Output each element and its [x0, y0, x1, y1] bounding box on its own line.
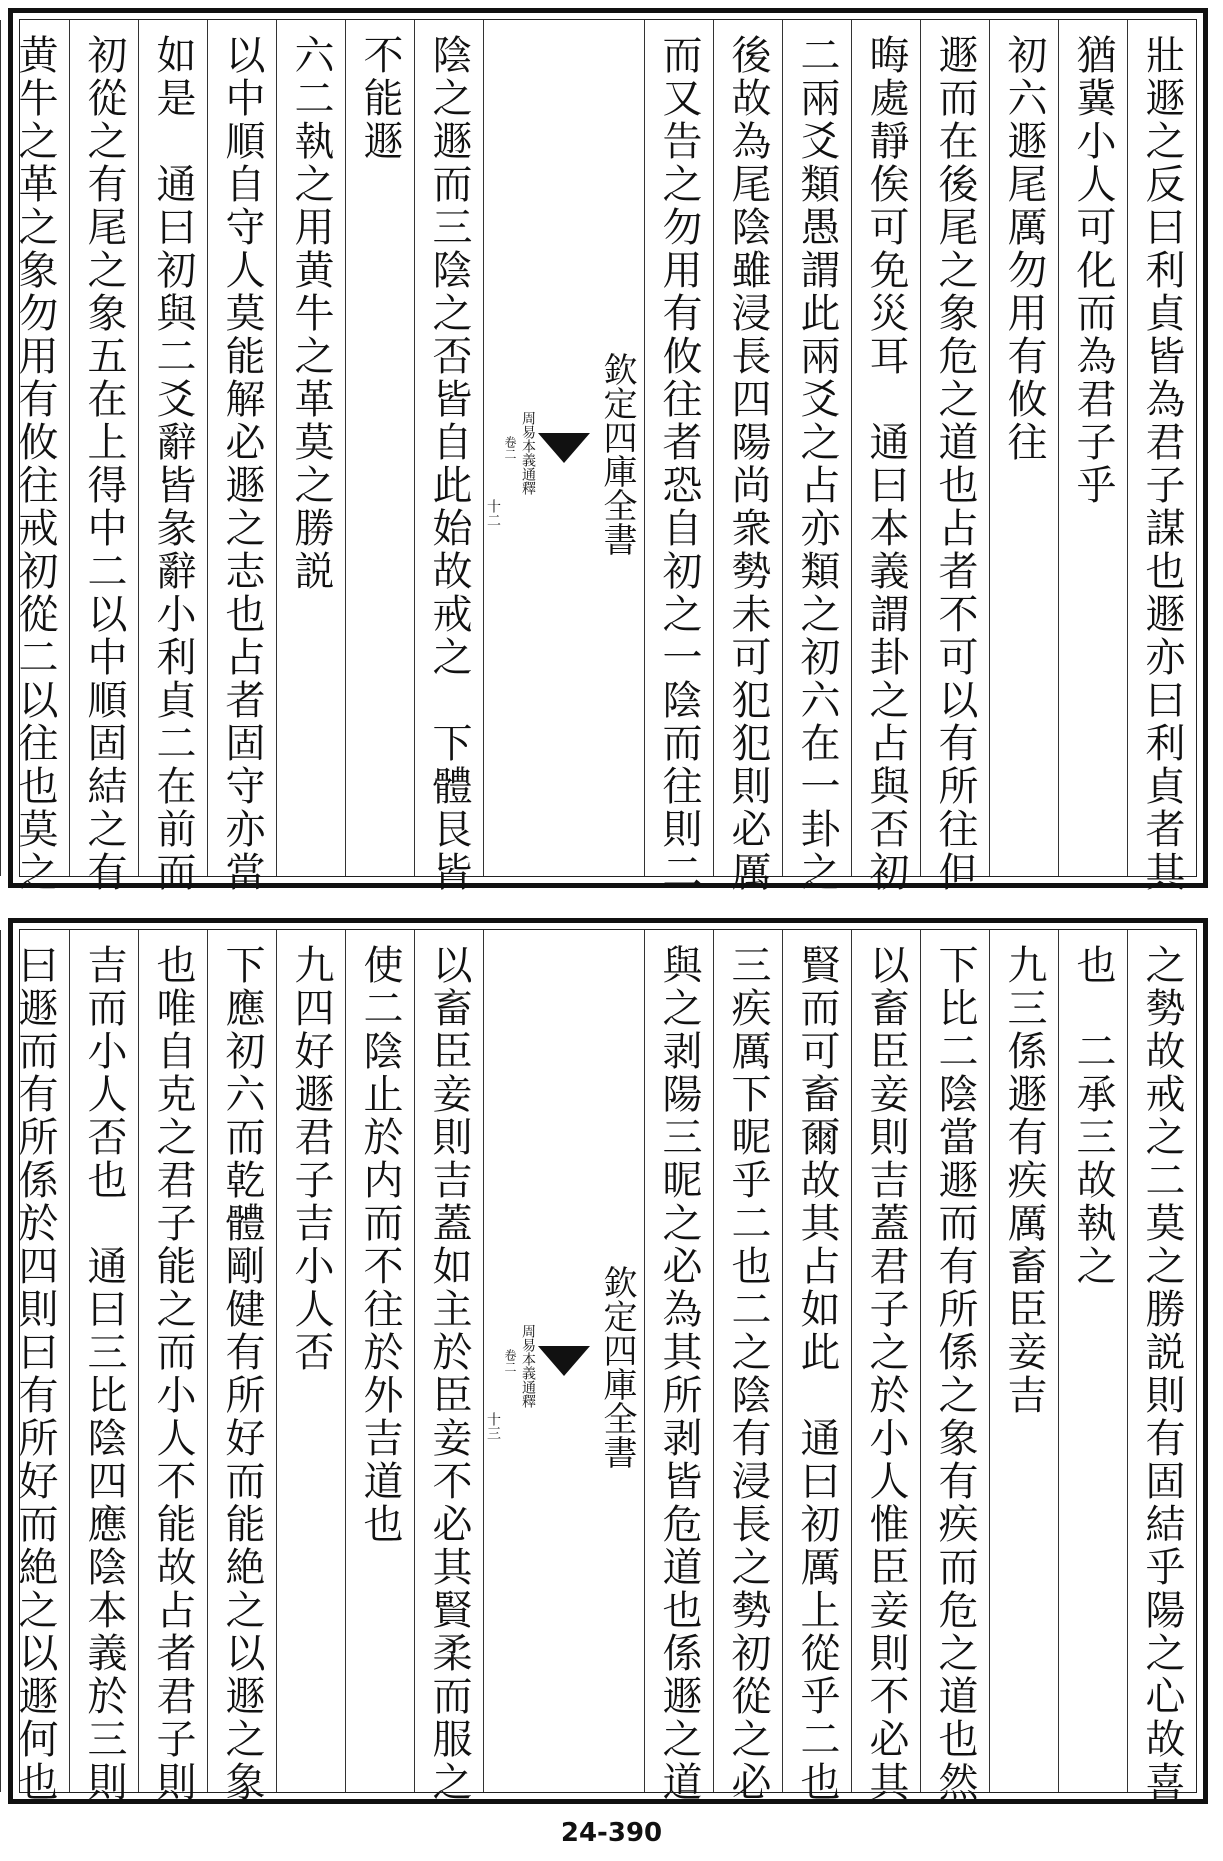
- text-column: 九三係遯有疾厲畜臣妾吉: [989, 930, 1058, 1792]
- text-column: 猶冀小人可化而為君子乎: [1058, 20, 1127, 876]
- leaf-number: 十三: [485, 1412, 501, 1440]
- fishtail-mark-icon: [538, 1346, 590, 1376]
- book-title: 周易本義通釋: [520, 1324, 536, 1408]
- text-column: 黄牛之革之象勿用有攸往戒初從二以往也莫之: [0, 20, 69, 876]
- text-column: 後故為尾陰雖浸長四陽尚衆勢未可犯犯則必厲: [713, 20, 782, 876]
- book-title: 周易本義通釋: [520, 411, 536, 495]
- text-column: 也 二承三故執之: [1058, 930, 1127, 1792]
- text-column: 晦處靜俟可免災耳 通曰本義謂卦之占與否初: [851, 20, 920, 876]
- bottom-page-text-frame: [12, 929, 1197, 1804]
- text-column: 也唯自克之君子能之而小人不能故占者君子則: [138, 930, 207, 1792]
- volume-label: 卷二: [503, 1349, 517, 1373]
- text-column: 以畜臣妾則吉蓋如主於臣妾不必其賢柔而服之: [414, 930, 483, 1792]
- fishtail-mark-icon: [538, 433, 590, 463]
- collection-header: 欽定四庫全書: [597, 1265, 637, 1469]
- text-column: 壯遯之反曰利貞皆為君子謀也遯亦曰利貞者其: [1127, 20, 1196, 876]
- text-column: 下比二陰當遯而有所係之象有疾而危之道也然: [920, 930, 989, 1792]
- volume-label: 卷二: [503, 436, 517, 460]
- center-gutter: [483, 930, 644, 1792]
- text-column: 初從之有尾之象五在上得中二以中順固結之有: [69, 20, 138, 876]
- collection-header: 欽定四庫全書: [597, 352, 637, 556]
- gutter-meta: [484, 369, 538, 527]
- center-gutter: [483, 20, 644, 876]
- text-column: 六二執之用黄牛之革莫之勝説: [276, 20, 345, 876]
- text-column: 以中順自守人莫能解必遯之志也占者固守亦當: [207, 20, 276, 876]
- gutter-meta: [484, 1282, 538, 1440]
- text-column: 陰之遯而三陰之否皆自此始故戒之 下體艮皆: [414, 20, 483, 876]
- bottom-page: [8, 918, 1208, 1804]
- text-column: 而又告之勿用有攸往者恐自初之一陰而往則二: [644, 20, 713, 876]
- text-column: 如是 通曰初與二爻辭皆彖辭小利貞二在前而: [138, 20, 207, 876]
- leaf-number: 十二: [485, 499, 501, 527]
- text-column: 下應初六而乾體剛健有所好而能絶之以遯之象: [207, 930, 276, 1792]
- text-column: 賢而可畜爾故其占如此 通曰初厲上從乎二也: [782, 930, 851, 1792]
- text-column: 使二陰止於内而不往於外吉道也: [345, 930, 414, 1792]
- top-page-text-frame: [12, 19, 1197, 894]
- text-column: 曰遯而有所係於四則曰有所好而絶之以遯何也: [0, 930, 69, 1792]
- text-column: 三疾厲下昵乎二也二之陰有浸長之勢初從之必: [713, 930, 782, 1792]
- text-column: 九四好遯君子吉小人否: [276, 930, 345, 1792]
- page-number-footer: 24-390: [560, 1818, 663, 1848]
- text-column: 與之剥陽三昵之必為其所剥皆危道也係遯之道: [644, 930, 713, 1792]
- top-page: [8, 8, 1208, 894]
- text-column: 吉而小人否也 通曰三比陰四應陰本義於三則: [69, 930, 138, 1792]
- text-column: 以畜臣妾則吉蓋君子之於小人惟臣妾則不必其: [851, 930, 920, 1792]
- text-column: 二兩爻類愚謂此兩爻之占亦類之初六在一卦之: [782, 20, 851, 876]
- text-column: 不能遯: [345, 20, 414, 876]
- text-column: 遯而在後尾之象危之道也占者不可以有所往但: [920, 20, 989, 876]
- text-column: 初六遯尾厲勿用有攸往: [989, 20, 1058, 876]
- text-column: 之勢故戒之二莫之勝説則有固結乎陽之心故喜: [1127, 930, 1196, 1792]
